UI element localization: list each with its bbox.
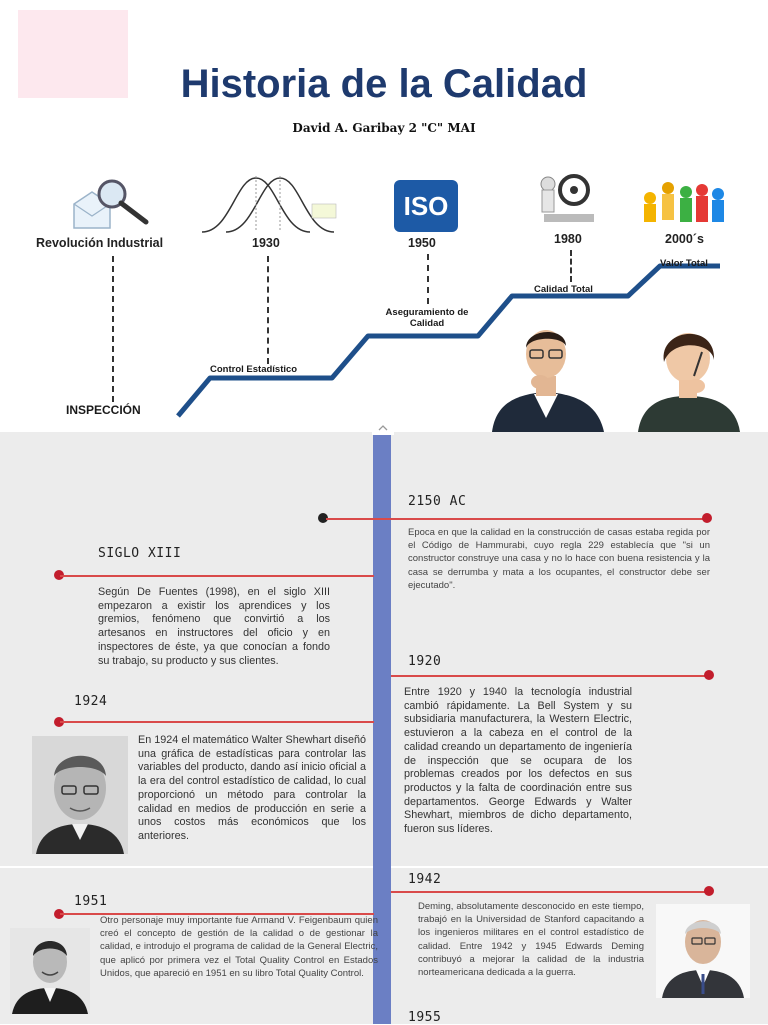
author-line: David A. Garibay 2 "C" MAI [292,121,476,135]
timeline-dot-1942 [704,886,714,896]
year-1951: 1951 [74,894,108,909]
timeline-line-1942 [391,891,707,893]
year-1920: 1920 [408,654,442,669]
era-1930: 1930 [252,236,280,250]
text-1924: En 1924 el matemático Walter Shewhart diseñó una gráfica de estadísticas para controlar las variables del producto, dando así inicio oficial a la era del control estadístico de calidad, lo cual proporcionó un método para controlar la calidad en medios de producción en serie a unos costos más económicos que los anteriores. [138,734,366,842]
stage-inspeccion: INSPECCIÓN [66,403,141,417]
year-2150-ac: 2150 AC [408,494,467,509]
stage-aseguramiento: Aseguramiento de Calidad [385,307,469,329]
timeline-dot-2150 [702,513,712,523]
timeline-line-1920 [391,675,707,677]
armand-feigenbaum-photo [10,928,90,1014]
divider-right [391,866,768,868]
stage-calidad-total: Calidad Total [534,284,593,295]
era-1980: 1980 [554,232,582,246]
stage-control-estadistico: Control Estadístico [210,364,298,375]
timeline-line-siglo-xiii [60,575,374,577]
text-siglo-xiii: Según De Fuentes (1998), en el siglo XIII empezaron a existir los aprendices y los gremios, fenómeno que convirtió a los artesanos en instructores del oficio y en inspectores de éste, ya que conocían a fondo su trabajo, su producto y sus clientes. [98,586,330,667]
walter-shewhart-photo [32,736,128,854]
thinking-man-photo [488,318,606,432]
edwards-deming-photo [656,904,750,998]
page-title: Historia de la Calidad [180,62,588,106]
thinking-woman-photo [628,318,746,432]
chevron-up-icon [378,425,388,431]
text-1951: Otro personaje muy importante fue Armand V. Feigenbaum quien creó el concepto de gestión de la calidad o de gestionar la calidad, e introdujo el programa de calidad de la General Electric, que aplicó por primera vez el Total Quality Control en Estados Unidos, que apareció en 1951 en su libro Total Quality Control. [100,915,378,979]
text-1942: Deming, absolutamente desconocido en este tiempo, trabajó en la Universidad de Stanford capacitando a los ingenieros militares en el control estadístico de calidad. Entre 1942 y 1945 Edwards Deming contribuyó a mejorar la calidad de la industria norteamericana dedicada a la guerra. [418,901,644,979]
year-1942: 1942 [408,872,442,887]
timeline-dot-1920 [704,670,714,680]
iso-badge-icon: ISO [394,180,458,232]
year-1924: 1924 [74,694,108,709]
stage-valor-total: Valor Total [660,258,708,269]
era-2000s: 2000´s [665,232,704,246]
timeline-line-1924 [60,721,374,723]
timeline-line-2150 [326,518,706,520]
era-revolucion-industrial: Revolución Industrial [36,236,164,250]
text-2150-ac: Epoca en que la calidad en la construcción de casas estaba regida por el Código de Hammurabi, cuyo regla 229 establecía que "si un constructor construye una casa y no lo hace con buena resistencia y la casa se derrumba y mata a los ocupantes, el constructor debe ser ejecutado". [408,527,710,591]
text-1920: Entre 1920 y 1940 la tecnología industrial cambió rápidamente. La Bell System y su subsidiaria manufacturera, la Western Electric, estuvieron a la cabeza en el control de la calidad creando un departamento de ingeniería de inspección que se ocupara de los problemas creados por los defectos en sus productos y la falta de coordinación entre sus departamentos. George Edwards y Walter Shewhart, miembros de dicho departamento, fueron sus líderes. [404,686,632,836]
divider-left [0,866,373,868]
year-1955: 1955 [408,1010,442,1025]
era-1950: 1950 [408,236,436,250]
year-siglo-xiii: SIGLO XIII [98,546,182,561]
